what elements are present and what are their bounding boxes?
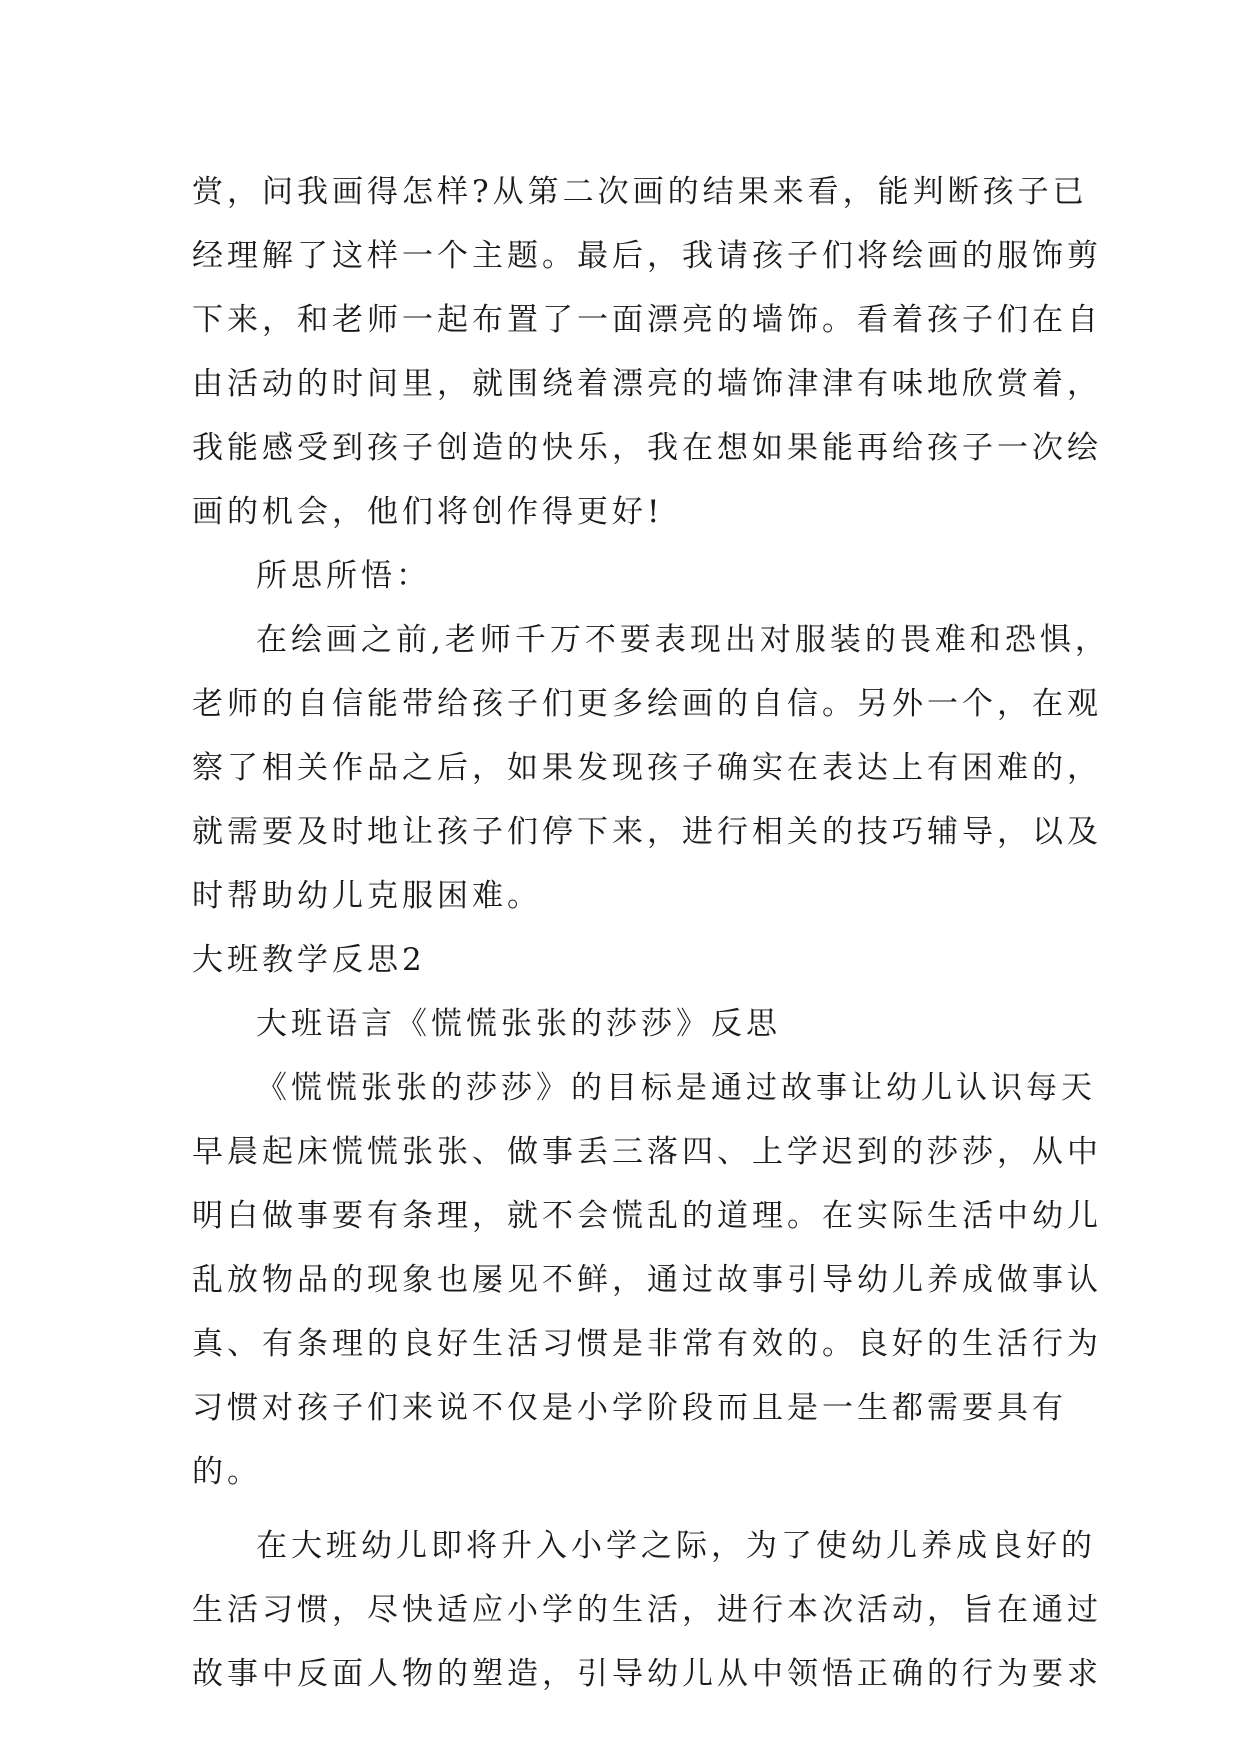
- section-heading: 大班教学反思2: [192, 942, 426, 978]
- text-line: 画的机会，他们将创作得更好!: [192, 494, 664, 530]
- text-line: 《慌慌张张的莎莎》的目标是通过故事让幼儿认识每天: [256, 1070, 1096, 1106]
- text-line: 下来，和老师一起布置了一面漂亮的墙饰。看着孩子们在自: [192, 302, 1102, 338]
- text-line: 乱放物品的现象也屡见不鲜，通过故事引导幼儿养成做事认: [192, 1262, 1102, 1298]
- text-line: 习惯对孩子们来说不仅是小学阶段而且是一生都需要具有: [192, 1390, 1067, 1426]
- text-line: 我能感受到孩子创造的快乐，我在想如果能再给孩子一次绘: [192, 430, 1102, 466]
- text-line: 就需要及时地让孩子们停下来，进行相关的技巧辅导，以及: [192, 814, 1102, 850]
- text-line: 在绘画之前,老师千万不要表现出对服装的畏难和恐惧，: [256, 622, 1110, 658]
- document-body: [192, 160, 1110, 1706]
- text-line: 在大班幼儿即将升入小学之际，为了使幼儿养成良好的: [256, 1528, 1096, 1564]
- text-line: 由活动的时间里，就围绕着漂亮的墙饰津津有味地欣赏着，: [192, 366, 1102, 402]
- text-line: 的。: [192, 1454, 262, 1490]
- section-label: 所思所悟：: [256, 558, 431, 594]
- text-line: 早晨起床慌慌张张、做事丢三落四、上学迟到的莎莎，从中: [192, 1134, 1102, 1170]
- subsection-title: 大班语言《慌慌张张的莎莎》反思: [256, 1006, 781, 1042]
- text-line: 时帮助幼儿克服困难。: [192, 878, 542, 914]
- text-line: 故事中反面人物的塑造，引导幼儿从中领悟正确的行为要求: [192, 1656, 1102, 1692]
- text-line: 真、有条理的良好生活习惯是非常有效的。良好的生活行为: [192, 1326, 1102, 1362]
- text-line: 生活习惯，尽快适应小学的生活，进行本次活动，旨在通过: [192, 1592, 1102, 1628]
- text-line: 经理解了这样一个主题。最后，我请孩子们将绘画的服饰剪: [192, 238, 1102, 274]
- text-line: 老师的自信能带给孩子们更多绘画的自信。另外一个，在观: [192, 686, 1102, 722]
- text-line: 赏，问我画得怎样?从第二次画的结果来看，能判断孩子已: [192, 174, 1088, 210]
- text-line: 明白做事要有条理，就不会慌乱的道理。在实际生活中幼儿: [192, 1198, 1102, 1234]
- text-line: 察了相关作品之后，如果发现孩子确实在表达上有困难的，: [192, 750, 1102, 786]
